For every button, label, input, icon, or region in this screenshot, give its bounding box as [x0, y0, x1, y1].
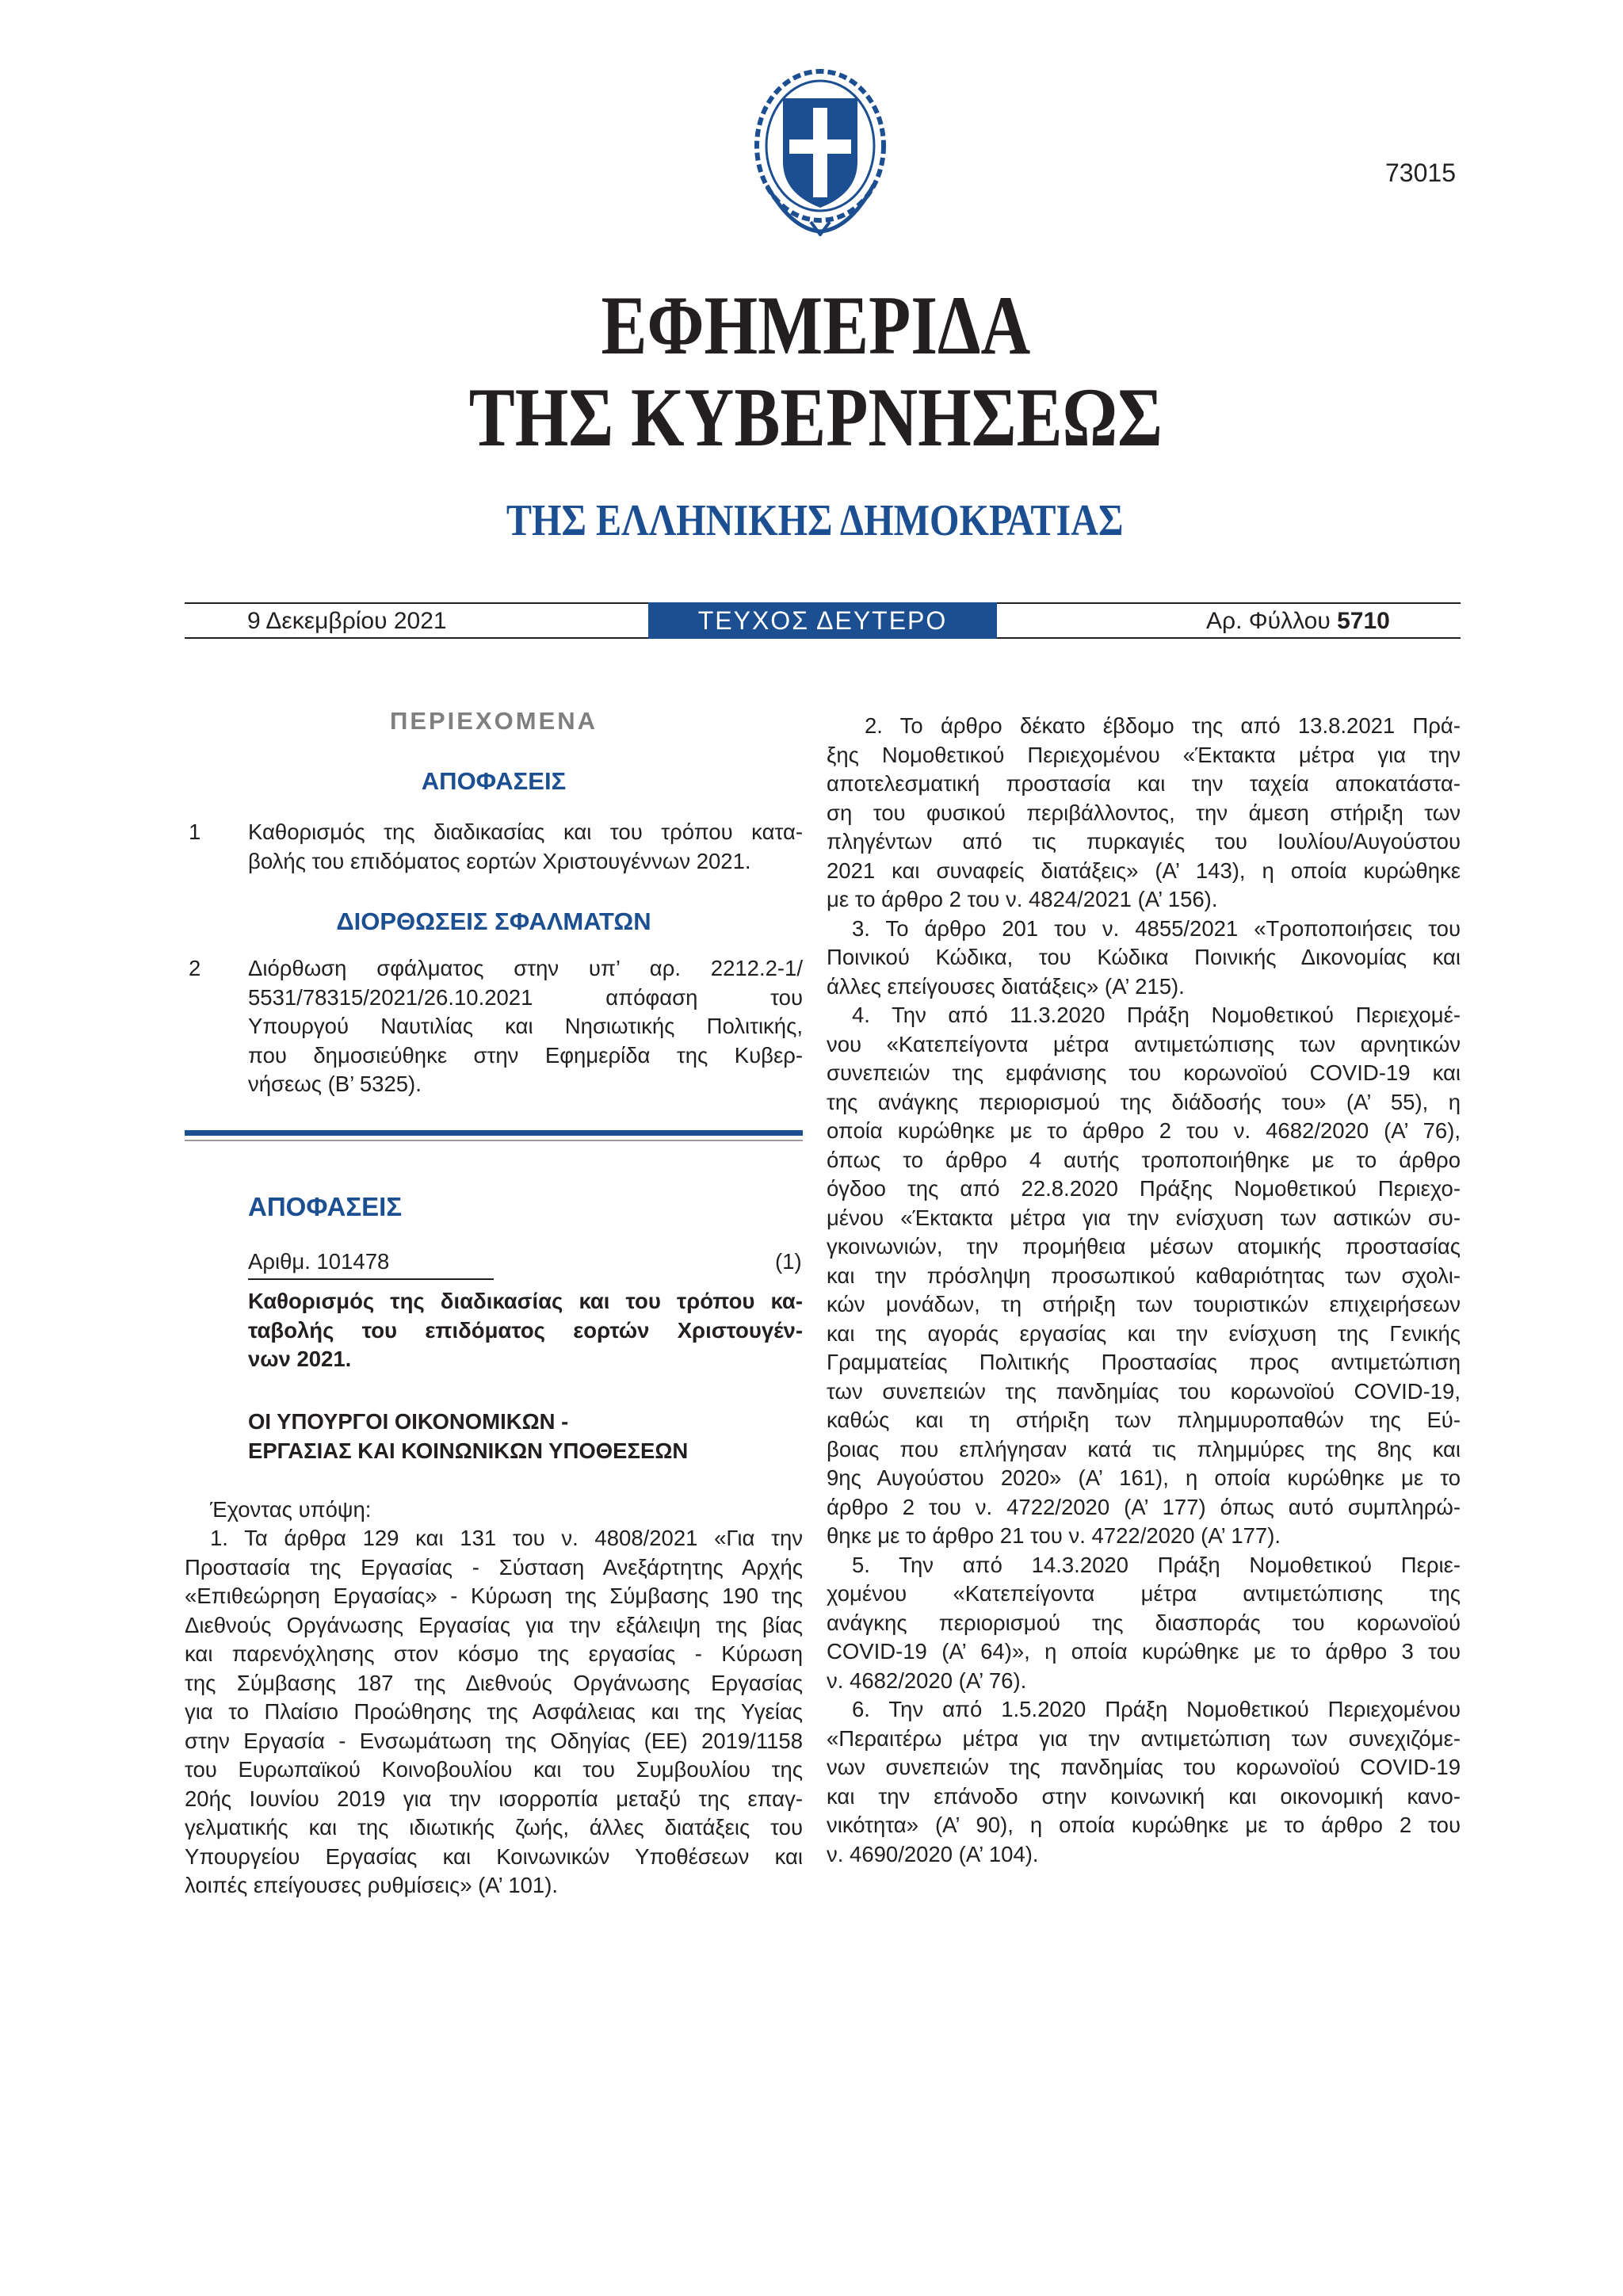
text-line: γκοινωνιών, την προμήθεια μέσων ατομικής προστασίας: [827, 1234, 1461, 1259]
text-line: 2. Το άρθρο δέκατο έβδομο της από 13.8.2021 Πρά-: [865, 713, 1461, 738]
text-line: νήσεως (Β’ 5325).: [248, 1072, 422, 1096]
gazette-subtitle: ΤΗΣ ΕΛΛΗΝΙΚΗΣ ΔΗΜΟΚΡΑΤΙΑΣ: [506, 496, 1124, 545]
text-line: οποία κυρώθηκε με το άρθρο 2 του ν. 4682/2020 (Α’ 76),: [827, 1118, 1461, 1143]
contents-item2-number: 2: [189, 956, 201, 980]
text-line: ξης Νομοθετικού Περιεχομένου «Έκτακτα μέτρα για την: [827, 742, 1461, 767]
text-line: και παρενόχλησης στον κόσμο της εργασίας - Κύρωση: [185, 1641, 803, 1666]
preamble: Έχοντας υπόψη:: [210, 1497, 372, 1522]
contents-divider-grey: [185, 1140, 803, 1141]
text-line: Καθορισμός της διαδικασίας και του τρόπου κατα-: [248, 819, 803, 844]
paragraph-2: [827, 712, 1461, 915]
text-line: «Επιθεώρηση Εργασίας» - Κύρωση της Σύμβασης 190 της: [185, 1584, 803, 1608]
text-line: γελματικής και της ιδιωτικής ζωής, άλλες διατάξεις του: [185, 1815, 803, 1839]
sheet-number: [1206, 607, 1390, 636]
text-line: του Ευρωπαϊκού Κοινοβουλίου και του Συμβουλίου της: [185, 1757, 803, 1782]
text-line: 4. Την από 11.3.2020 Πράξη Νομοθετικού Περιεχομέ-: [852, 1003, 1461, 1027]
text-line: ΕΡΓΑΣΙΑΣ ΚΑΙ ΚΟΙΝΩΝΙΚΩΝ ΥΠΟΘΕΣΕΩΝ: [248, 1438, 689, 1463]
sheet-label: Αρ. Φύλλου: [1206, 608, 1331, 634]
text-line: 5531/78315/2021/26.10.2021 απόφαση του: [248, 984, 803, 1010]
text-line: νικότητα» (Α’ 90), η οποία κυρώθηκε με το άρθρο 2 του: [827, 1813, 1461, 1837]
text-line: ΟΙ ΥΠΟΥΡΓΟΙ ΟΙΚΟΝΟΜΙΚΩΝ -: [248, 1409, 569, 1434]
text-line: νου «Κατεπείγοντα μέτρα αντιμετώπισης των αρνητικών: [827, 1031, 1461, 1056]
text-line: άλλες επείγουσες διατάξεις» (Α’ 215).: [827, 973, 1185, 999]
text-line: που δημοσιεύθηκε στην Εφημερίδα της Κυβερ-: [248, 1042, 803, 1068]
text-line: 3. Το άρθρο 201 του ν. 4855/2021 «Τροποποιήσεις του: [852, 915, 1461, 941]
paragraph-5: [827, 1551, 1461, 1696]
paragraph-3: [827, 915, 1461, 1002]
issue-date: 9 Δεκεμβρίου 2021: [247, 608, 447, 634]
text-line: συνεπειών της εμφάνισης του κορωνοϊού COVID-19 και: [827, 1060, 1461, 1085]
right-column: [827, 712, 1461, 1869]
gazette-title-line1: ΕΦΗΜΕΡΙΔΑ: [601, 279, 1031, 372]
text-line: Γραμματείας Πολιτικής Προστασίας προς αντιμετώπιση: [827, 1350, 1461, 1374]
contents-item1-text: [248, 818, 803, 876]
text-line: πληγέντων από τις πυρκαγιές του Ιουλίου/Αυγούστου: [827, 829, 1461, 854]
text-line: ν. 4690/2020 (Α’ 104).: [827, 1841, 1039, 1866]
text-line: αποτελεσματική προστασία και την ταχεία αποκατάστα-: [827, 771, 1461, 796]
text-line: καθώς και τη στήριξη των πλημμυροπαθών της Εύ-: [827, 1408, 1461, 1432]
text-line: 2021 και συναφείς διατάξεις» (Α’ 143), η οποία κυρώθηκε: [827, 858, 1461, 883]
text-line: και της αγοράς εργασίας και την ενίσχυση της Γενικής: [827, 1320, 1461, 1346]
text-line: χομένου «Κατεπείγοντα μέτρα αντιμετώπισης της: [827, 1581, 1461, 1606]
contents-item2-text: [248, 954, 803, 1099]
text-line: νων 2021.: [248, 1347, 352, 1371]
text-line: Υπουργού Ναυτιλίας και Νησιωτικής Πολιτικής,: [248, 1014, 803, 1038]
text-line: της ανάγκης περιορισμού της διάδοσής του» (Α’ 55), η: [827, 1089, 1461, 1114]
text-line: της Σύμβασης 187 της Διεθνούς Οργάνωσης Εργασίας: [185, 1670, 803, 1695]
paragraph-4: [827, 1001, 1461, 1551]
decision-title: [248, 1287, 803, 1374]
text-line: Διεθνούς Οργάνωσης Εργασίας για την εξάλειψη της βίας: [185, 1612, 803, 1637]
decision-number: Αριθμ. 101478: [248, 1249, 390, 1274]
text-line: με το άρθρο 2 του ν. 4824/2021 (Α’ 156).: [827, 887, 1218, 911]
text-line: 1. Τα άρθρα 129 και 131 του ν. 4808/2021 «Για την: [210, 1526, 803, 1550]
text-line: 9ης Αυγούστου 2020» (Α’ 161), η οποία κυρώθηκε με το: [827, 1465, 1461, 1490]
text-line: θηκε με το άρθρο 21 του ν. 4722/2020 (Α’ 177).: [827, 1523, 1281, 1548]
text-line: λοιπές επείγουσες ρυθμίσεις» (Α’ 101).: [185, 1873, 559, 1897]
text-line: Υπουργείου Εργασίας και Κοινωνικών Υποθέσεων και: [185, 1843, 803, 1869]
decision-index: (1): [775, 1249, 802, 1274]
text-line: Καθορισμός της διαδικασίας και του τρόπου κα-: [248, 1289, 803, 1313]
text-line: 20ής Ιουνίου 2019 για την ισορροπία μεταξύ της επαγ-: [185, 1786, 803, 1811]
text-line: Ποινικού Κώδικα, του Κώδικα Ποινικής Δικονομίας και: [827, 945, 1461, 969]
issuing-ministers: [248, 1408, 803, 1465]
text-line: για το Πλαίσιο Προώθησης της Ασφάλειας και της Υγείας: [185, 1699, 803, 1724]
decisions-section-heading: ΑΠΟΦΑΣΕΙΣ: [248, 1192, 403, 1221]
page-number: 73015: [1385, 159, 1456, 187]
coat-of-arms-emblem: [751, 67, 889, 236]
text-line: κών μονάδων, τη στήριξη των τουριστικών επιχειρήσεων: [827, 1292, 1461, 1316]
contents-title: ΠΕΡΙΕΧΟΜΕΝΑ: [389, 707, 598, 735]
contents-decisions-heading: ΑΠΟΦΑΣΕΙΣ: [421, 767, 567, 795]
text-line: άρθρο 2 του ν. 4722/2020 (Α’ 177) όπως αυτό συμπληρώ-: [827, 1494, 1461, 1519]
gazette-title-line2: ΤΗΣ ΚΥΒΕΡΝΗΣΕΩΣ: [468, 371, 1163, 464]
contents-corrections-heading: ΔΙΟΡΘΩΣΕΙΣ ΣΦΑΛΜΑΤΩΝ: [336, 907, 651, 935]
text-line: των συνεπειών της πανδημίας του κορωνοϊού COVID-19,: [827, 1378, 1461, 1404]
sheet-value: 5710: [1337, 608, 1390, 634]
contents-item1-number: 1: [189, 819, 201, 844]
text-line: 5. Την από 14.3.2020 Πράξη Νομοθετικού Περιε-: [852, 1552, 1461, 1577]
paragraph-6: [827, 1695, 1461, 1869]
text-line: ανάγκης περιορισμού της διασποράς του κορωνοϊού: [827, 1610, 1461, 1635]
text-line: νων συνεπειών της πανδημίας του κορωνοϊού COVID-19: [827, 1755, 1461, 1779]
text-line: βολής του επιδόματος εορτών Χριστουγέννων 2021.: [248, 848, 751, 873]
text-line: βοιας που επλήγησαν κατά τις πλημμύρες της 8ης και: [827, 1436, 1461, 1461]
text-line: όπως το άρθρο 4 αυτής τροποποιήθηκε με το άρθρο: [827, 1147, 1461, 1172]
contents-divider-blue: [185, 1130, 803, 1136]
text-line: ταβολής του επιδόματος εορτών Χριστουγέν-: [248, 1317, 803, 1343]
text-line: μένου «Έκτακτα μέτρα για την ενίσχυση των αστικών συ-: [827, 1205, 1461, 1230]
text-line: όγδοο της από 22.8.2020 Πράξης Νομοθετικού Περιεχο-: [827, 1176, 1461, 1201]
decision-number-underline: [248, 1278, 494, 1280]
text-line: ν. 4682/2020 (Α’ 76).: [827, 1668, 1027, 1693]
text-line: ση του φυσικού περιβάλλοντος, την άμεση στήριξη των: [827, 800, 1461, 825]
text-line: και την επάνοδο στην κοινωνική και οικονομική κανο-: [827, 1783, 1461, 1809]
text-line: 6. Την από 1.5.2020 Πράξη Νομοθετικού Περιεχομένου: [852, 1697, 1461, 1721]
text-line: Προστασία της Εργασίας - Σύσταση Ανεξάρτητης Αρχής: [185, 1554, 803, 1580]
text-line: Διόρθωση σφάλματος στην υπ’ αρ. 2212.2-1/: [248, 956, 803, 980]
paragraph-1: [185, 1524, 803, 1901]
text-line: «Περαιτέρω μέτρα για την αντιμετώπιση των συνεχιζόμε-: [827, 1725, 1461, 1751]
text-line: στην Εργασία - Ενσωμάτωση της Οδηγίας (ΕΕ) 2019/1158: [185, 1728, 803, 1753]
issue-type-badge: ΤΕΥΧΟΣ ΔΕΥΤΕΡΟ: [648, 602, 997, 639]
text-line: COVID-19 (Α’ 64)», η οποία κυρώθηκε με το άρθρο 3 του: [827, 1639, 1461, 1664]
text-line: και την πρόσληψη προσωπικού καθαριότητας των σχολι-: [827, 1263, 1461, 1288]
